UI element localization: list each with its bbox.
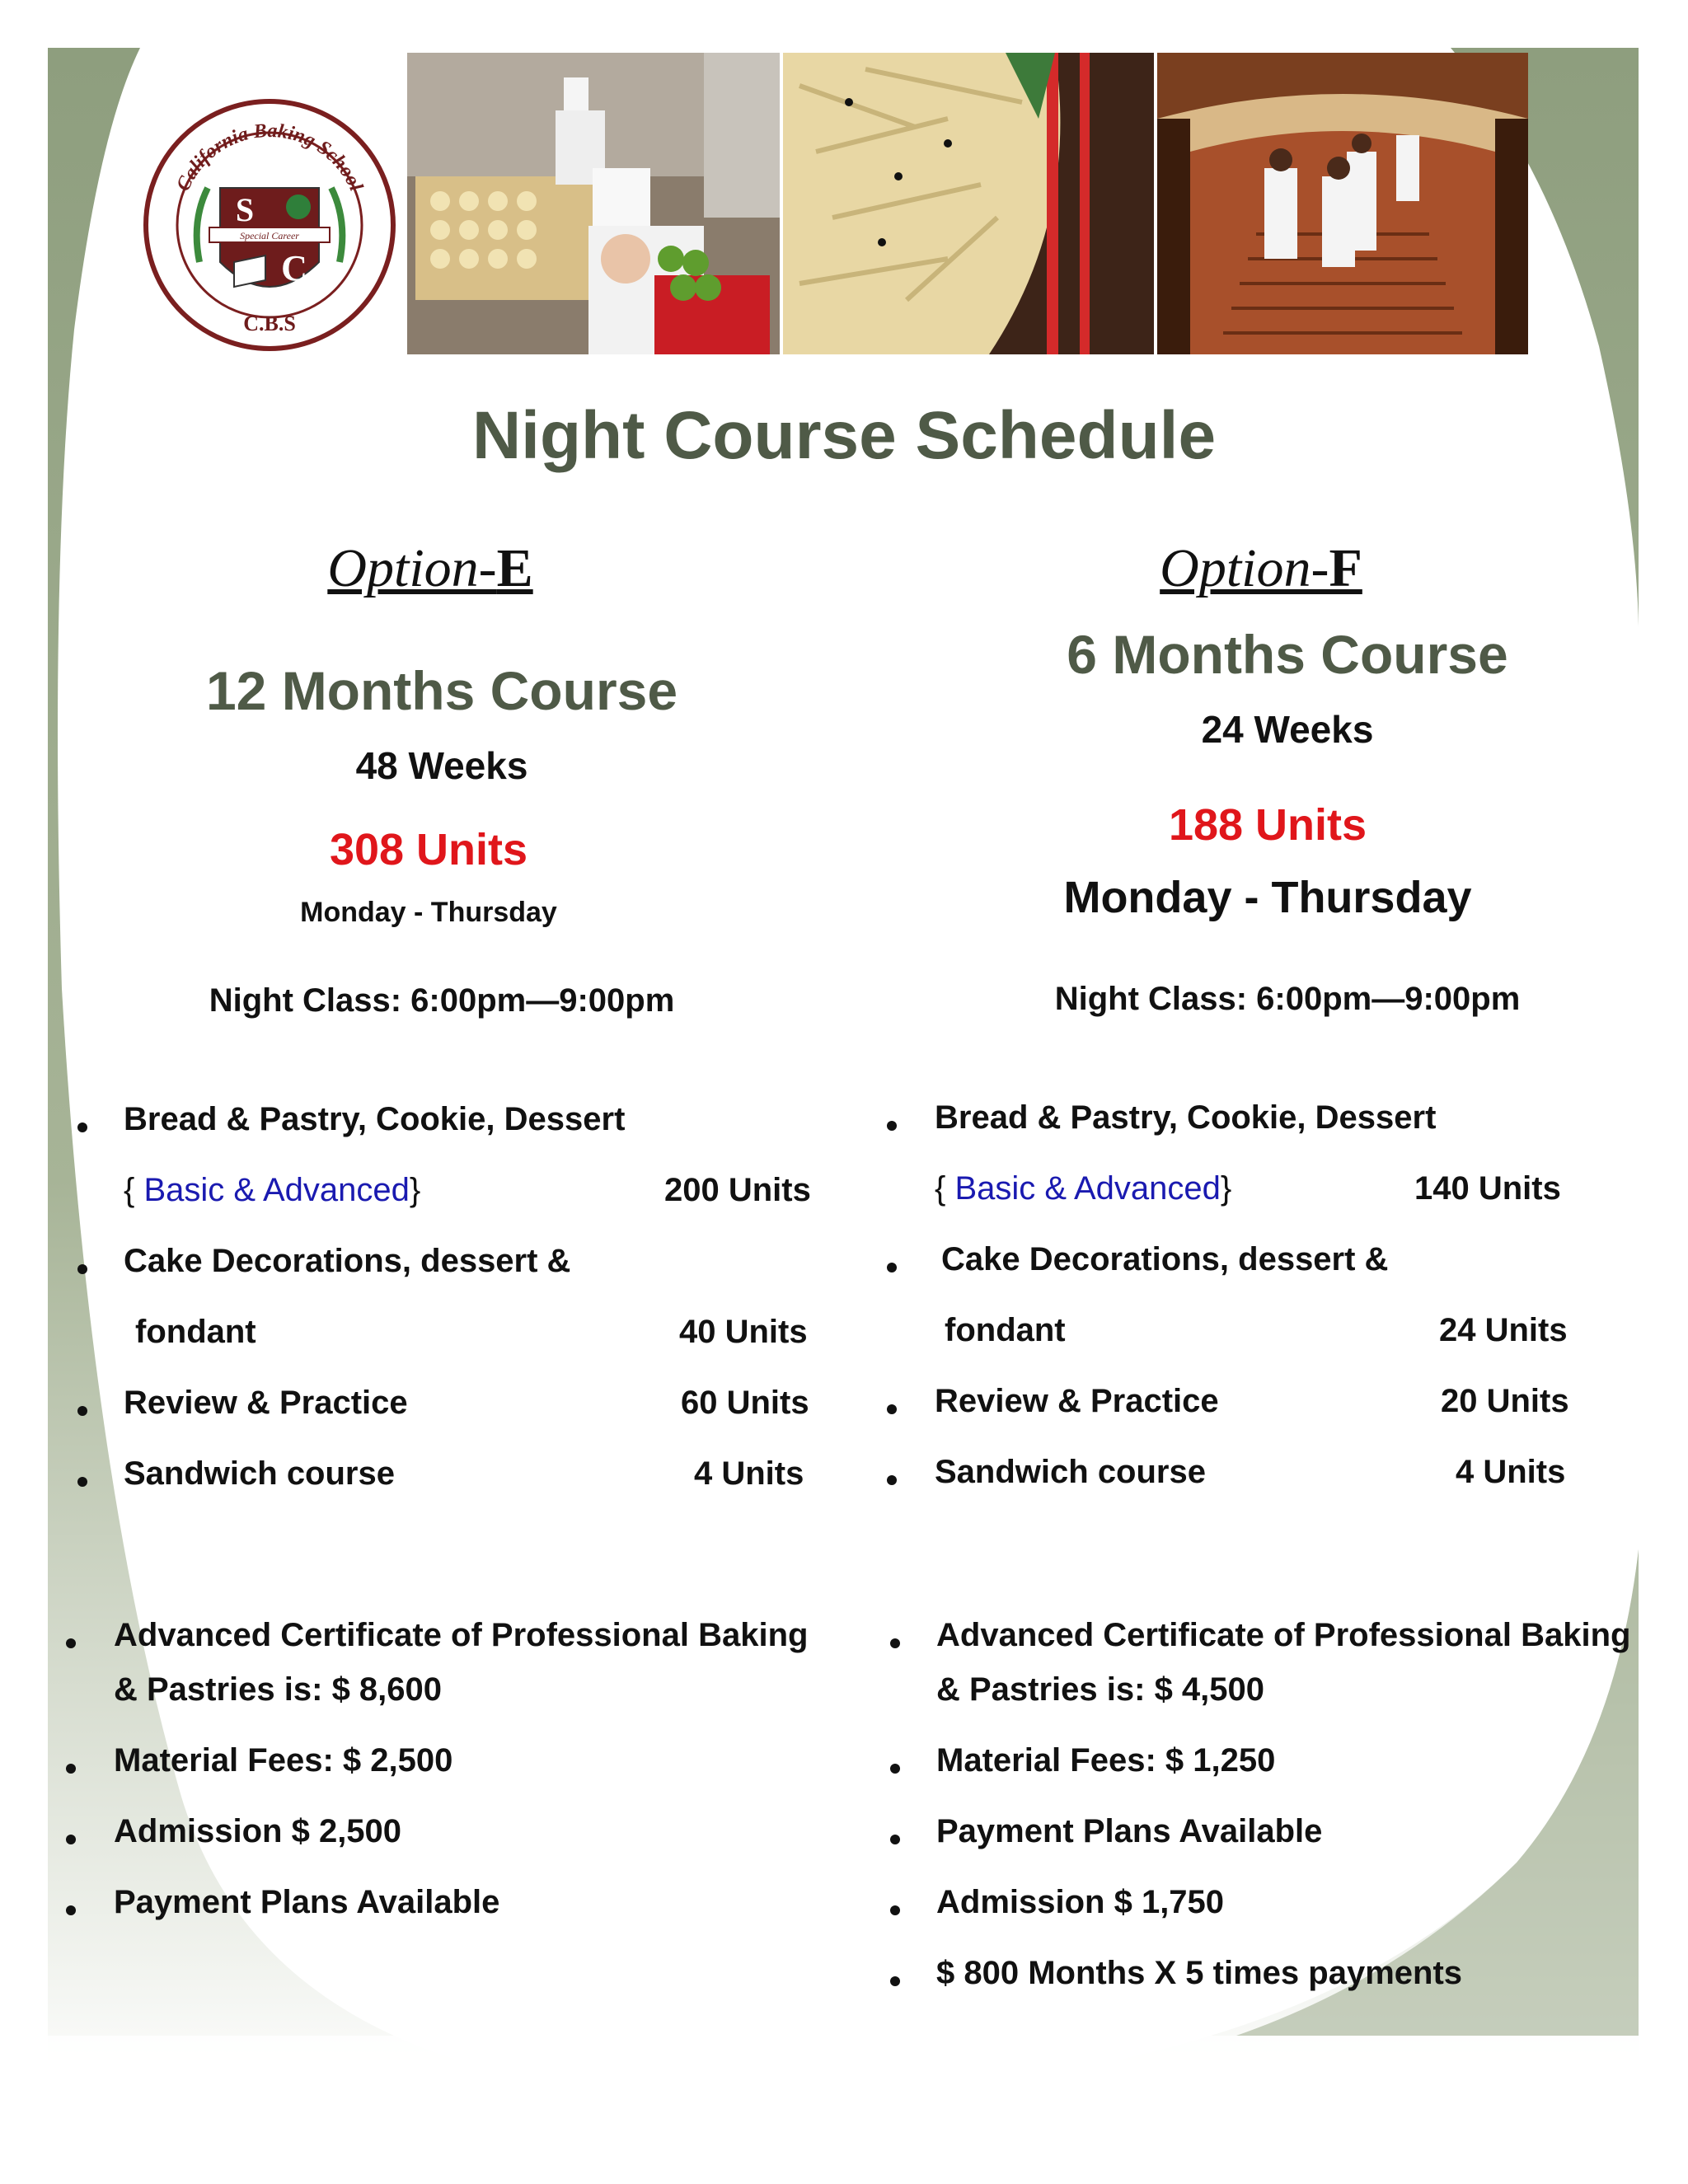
bullet bbox=[77, 1264, 87, 1274]
option-e-item-sandwich: Sandwich course bbox=[124, 1455, 395, 1492]
bullet bbox=[66, 1764, 76, 1774]
option-e-units-bread: 200 Units bbox=[664, 1172, 811, 1208]
option-e-weeks: 48 Weeks bbox=[355, 744, 528, 787]
option-e-days: Monday - Thursday bbox=[300, 897, 557, 928]
page-title: Night Course Schedule bbox=[471, 398, 1217, 473]
logo-banner: Special Career bbox=[240, 230, 299, 241]
option-e-admission: Admission $ 2,500 bbox=[114, 1813, 402, 1849]
bullet bbox=[66, 1835, 76, 1844]
option-e-certificate-line1: Advanced Certificate of Professional Baking bbox=[114, 1617, 809, 1653]
bullet bbox=[77, 1406, 87, 1416]
option-e-item-cake: Cake Decorations, dessert & bbox=[124, 1243, 571, 1279]
option-f-item-review: Review & Practice bbox=[935, 1383, 1219, 1419]
bullet bbox=[887, 1121, 897, 1131]
bullet bbox=[887, 1263, 897, 1272]
option-f-units-review: 20 Units bbox=[1441, 1383, 1569, 1419]
option-f-units-bread: 140 Units bbox=[1414, 1170, 1561, 1207]
bullet bbox=[887, 1475, 897, 1485]
bullet bbox=[890, 1905, 900, 1915]
option-f-weeks: 24 Weeks bbox=[1201, 708, 1374, 751]
logo-letter-c: C bbox=[281, 248, 307, 288]
bullet bbox=[890, 1976, 900, 1986]
photo-stairs bbox=[1157, 53, 1528, 354]
option-f-label: Option-F bbox=[1160, 538, 1362, 598]
option-e-label: Option-E bbox=[327, 538, 533, 598]
option-f-item-sandwich: Sandwich course bbox=[935, 1454, 1206, 1490]
logo-text-top: California Baking School bbox=[172, 120, 367, 194]
option-e-item-fondant: fondant bbox=[135, 1314, 256, 1350]
option-f-units: 188 Units bbox=[1168, 800, 1367, 850]
option-f-item-fondant: fondant bbox=[945, 1312, 1066, 1348]
option-e-units: 308 Units bbox=[329, 825, 528, 874]
option-e-night-class: Night Class: 6:00pm—9:00pm bbox=[209, 982, 675, 1019]
option-e-units-sandwich: 4 Units bbox=[694, 1455, 804, 1492]
photo-pastry bbox=[783, 53, 1154, 354]
logo-letter-s: S bbox=[235, 191, 255, 228]
option-f-days: Monday - Thursday bbox=[1063, 873, 1472, 922]
option-f-certificate-line2: & Pastries is: $ 4,500 bbox=[936, 1671, 1265, 1708]
option-f-material-fees: Material Fees: $ 1,250 bbox=[936, 1742, 1276, 1779]
bullet bbox=[890, 1835, 900, 1844]
option-e-item-basic-advanced: { Basic & Advanced} bbox=[124, 1172, 421, 1208]
bullet bbox=[887, 1404, 897, 1414]
option-e-material-fees: Material Fees: $ 2,500 bbox=[114, 1742, 453, 1779]
option-f-course: 6 Months Course bbox=[1067, 624, 1508, 685]
option-e-payment-plans: Payment Plans Available bbox=[114, 1884, 500, 1920]
bullet bbox=[77, 1122, 87, 1132]
bullet bbox=[66, 1638, 76, 1648]
bullet bbox=[77, 1477, 87, 1487]
option-e-course: 12 Months Course bbox=[205, 660, 678, 721]
option-e-certificate-line2: & Pastries is: $ 8,600 bbox=[114, 1671, 443, 1708]
option-e-units-review: 60 Units bbox=[681, 1385, 809, 1421]
option-f-item-basic-advanced: { Basic & Advanced} bbox=[935, 1170, 1232, 1207]
bullet bbox=[890, 1638, 900, 1648]
option-f-certificate-line1: Advanced Certificate of Professional Baking bbox=[936, 1617, 1631, 1653]
option-f-units-sandwich: 4 Units bbox=[1456, 1454, 1566, 1490]
bullet bbox=[890, 1764, 900, 1774]
option-f-payment-plans: Payment Plans Available bbox=[936, 1813, 1323, 1849]
option-f-admission: Admission $ 1,750 bbox=[936, 1884, 1225, 1920]
school-logo bbox=[142, 97, 397, 353]
option-f-night-class: Night Class: 6:00pm—9:00pm bbox=[1054, 981, 1521, 1017]
photo-bakers bbox=[407, 53, 780, 354]
bullet bbox=[66, 1905, 76, 1915]
option-e-units-cake: 40 Units bbox=[679, 1314, 808, 1350]
option-f-monthly-payments: $ 800 Months X 5 times payments bbox=[936, 1955, 1463, 1991]
option-e-item-bread: Bread & Pastry, Cookie, Dessert bbox=[124, 1101, 626, 1137]
option-f-item-bread: Bread & Pastry, Cookie, Dessert bbox=[935, 1099, 1437, 1136]
option-e-item-review: Review & Practice bbox=[124, 1385, 408, 1421]
logo-text-bottom: C.B.S bbox=[243, 312, 296, 335]
option-f-units-cake: 24 Units bbox=[1439, 1312, 1568, 1348]
option-f-item-cake: Cake Decorations, dessert & bbox=[941, 1241, 1389, 1277]
